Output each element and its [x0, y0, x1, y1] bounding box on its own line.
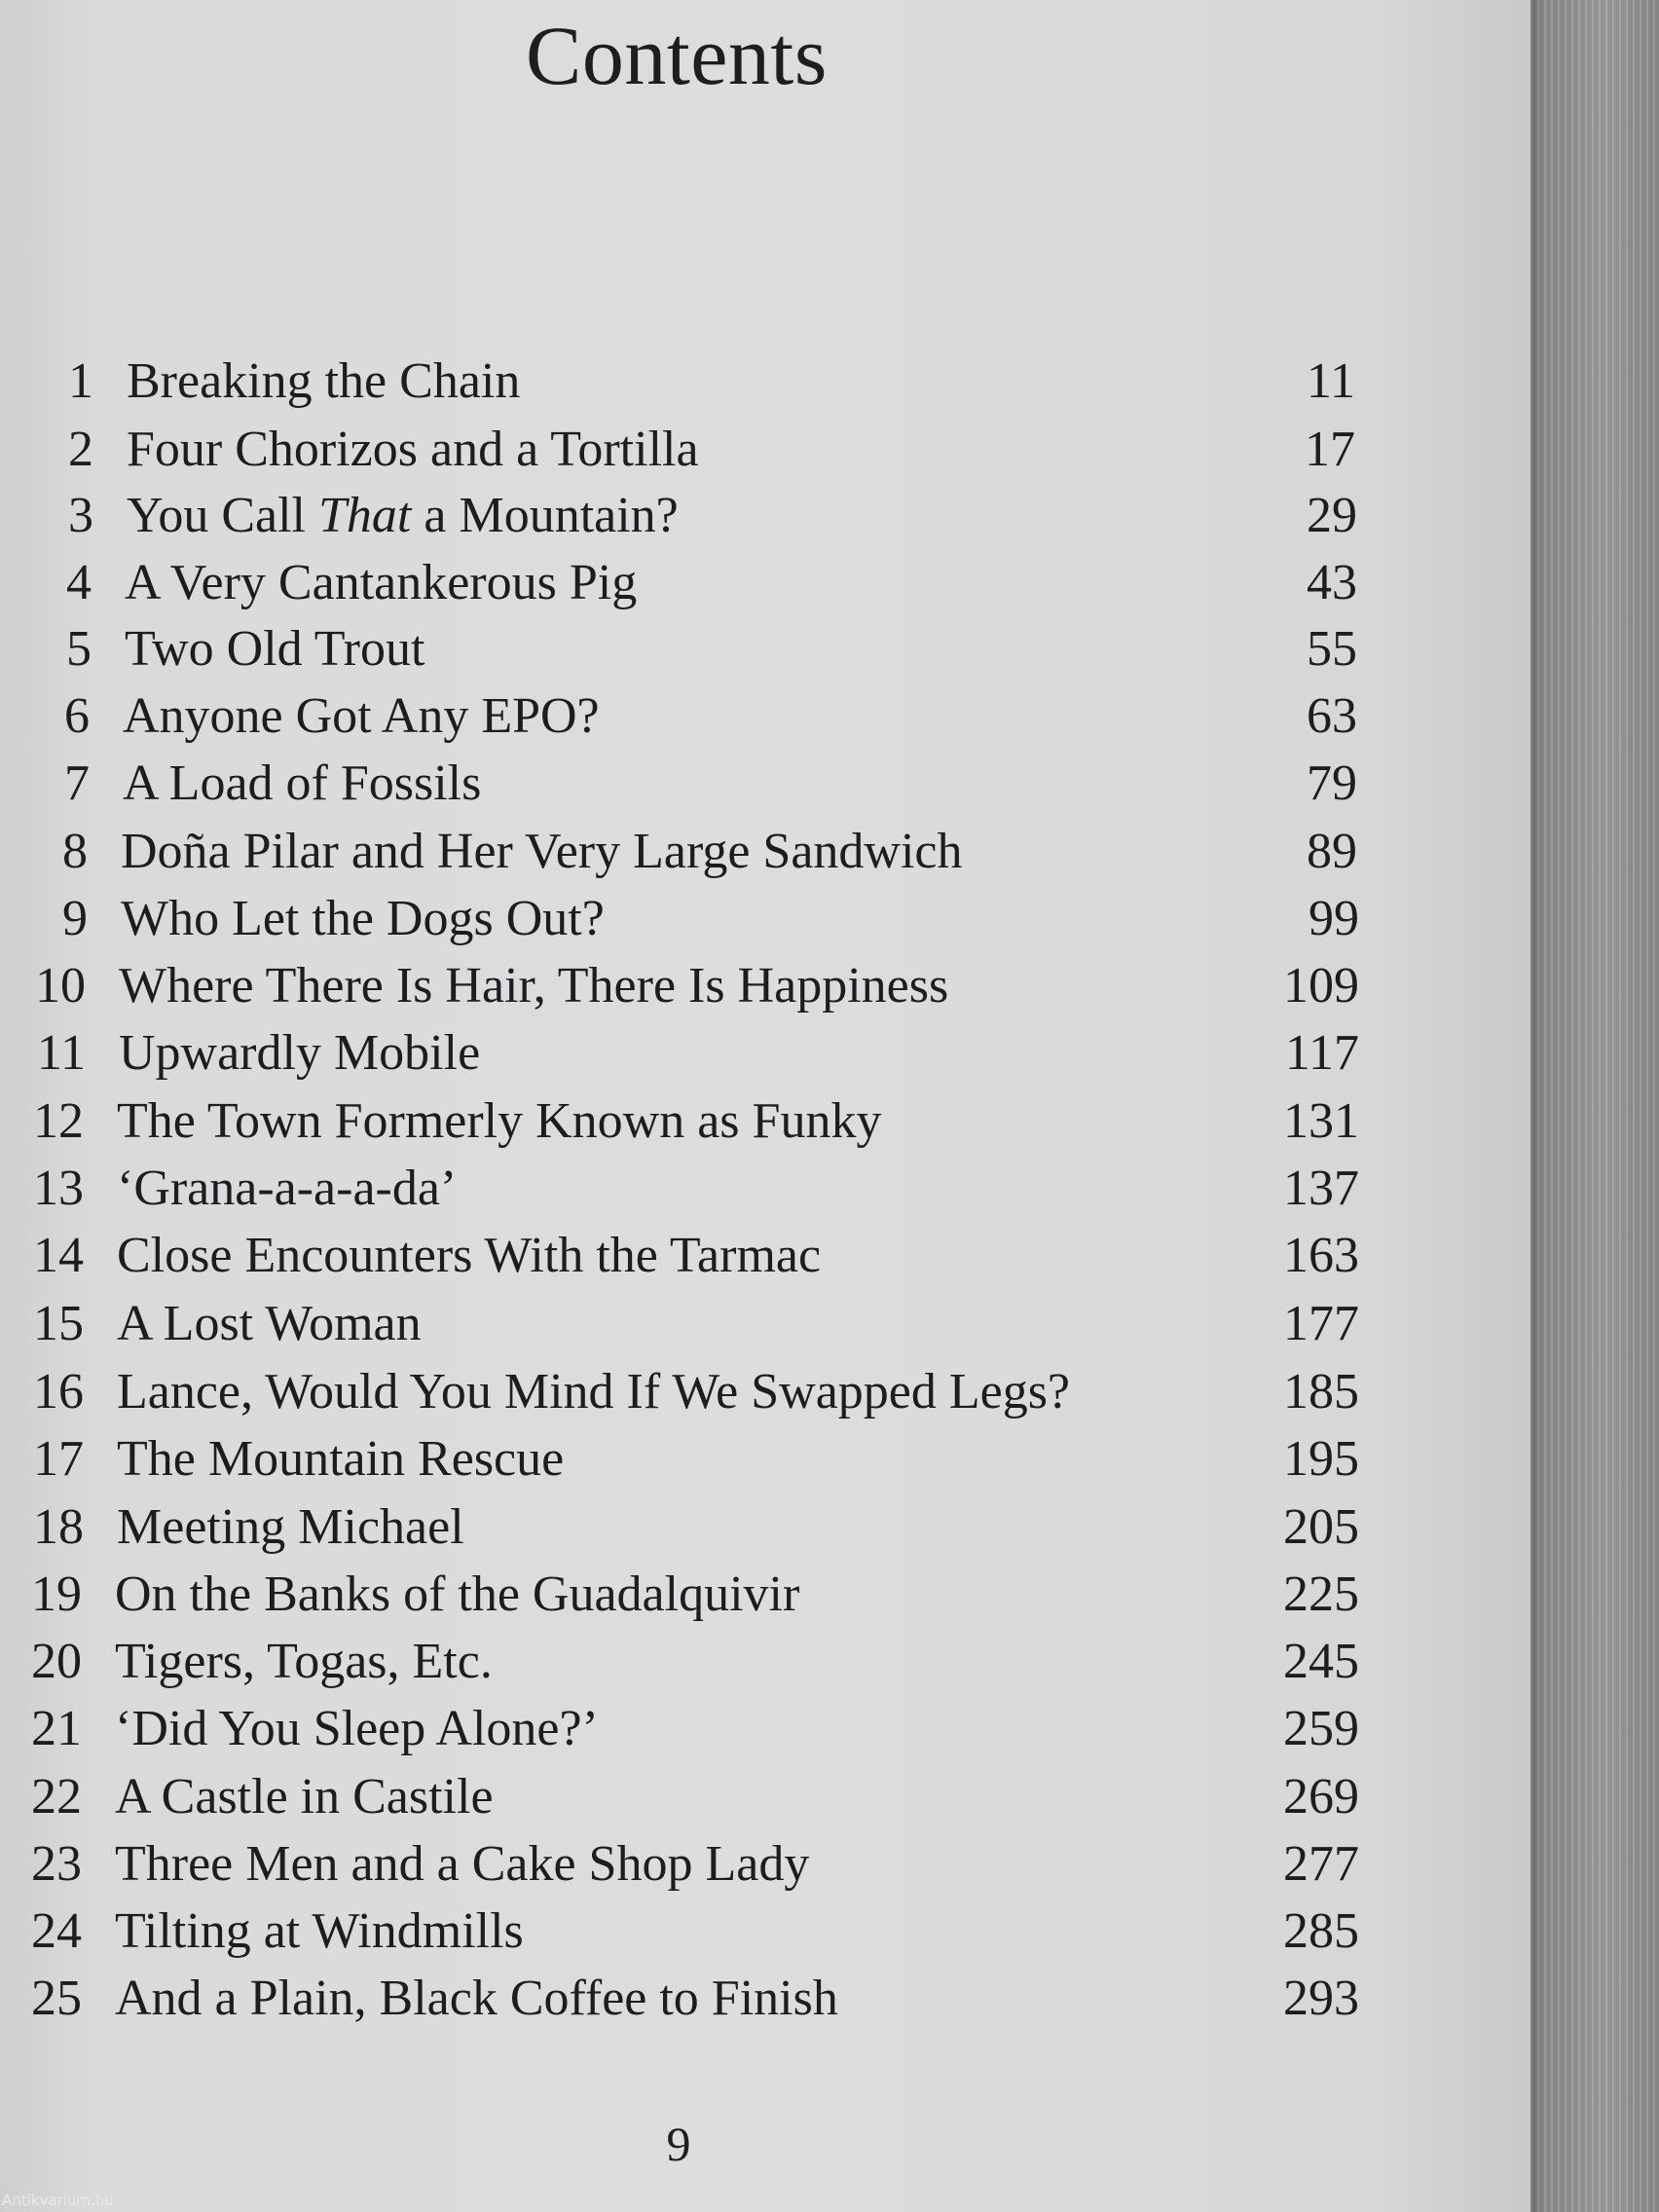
- chapter-title-italic: That: [318, 488, 412, 543]
- chapter-page-number: 205: [1283, 1499, 1359, 1555]
- chapter-title: ‘Did You Sleep Alone?’: [115, 1701, 599, 1756]
- chapter-title: Three Men and a Cake Shop Lady: [115, 1836, 810, 1892]
- chapter-title: Upwardly Mobile: [119, 1025, 481, 1081]
- chapter-number: 3: [68, 488, 93, 543]
- chapter-page-number: 17: [1305, 422, 1355, 477]
- chapter-number: 9: [62, 891, 88, 946]
- chapter-title: Tigers, Togas, Etc.: [115, 1634, 493, 1689]
- chapter-number: 2: [68, 422, 93, 477]
- toc-row: [4, 1363, 1359, 1421]
- chapter-number: 12: [33, 1093, 84, 1149]
- chapter-page-number: 277: [1283, 1836, 1359, 1892]
- toc-row: [6, 1024, 1359, 1083]
- chapter-page-number: 29: [1307, 488, 1357, 543]
- chapter-page-number: 63: [1307, 688, 1357, 744]
- chapter-title-part: You Call: [127, 488, 319, 543]
- chapter-number: 8: [62, 824, 88, 879]
- chapter-page-number: 55: [1307, 621, 1357, 677]
- contents-heading: Contents: [526, 9, 828, 102]
- chapter-title: A Castle in Castile: [115, 1769, 494, 1825]
- chapter-title: Where There Is Hair, There Is Happiness: [119, 958, 949, 1014]
- chapter-number: 11: [36, 1025, 86, 1081]
- toc-row: [12, 554, 1357, 612]
- toc-row: [8, 823, 1357, 881]
- chapter-page-number: 11: [1306, 353, 1355, 409]
- chapter-page-number: 195: [1283, 1431, 1359, 1487]
- toc-row: [4, 1092, 1359, 1151]
- toc-row: [4, 1160, 1359, 1218]
- chapter-number: 5: [66, 621, 92, 677]
- chapter-number: 18: [33, 1499, 84, 1555]
- chapter-number: 25: [31, 1971, 82, 2026]
- toc-row: [10, 687, 1357, 746]
- chapter-page-number: 89: [1307, 824, 1357, 879]
- chapter-title: Close Encounters With the Tarmac: [117, 1228, 822, 1283]
- chapter-title: [127, 487, 679, 545]
- chapter-title: Two Old Trout: [125, 621, 425, 677]
- chapter-number: 22: [31, 1769, 82, 1825]
- chapter-number: 23: [31, 1836, 82, 1892]
- toc-row: [4, 1227, 1359, 1285]
- toc-row: [4, 1498, 1359, 1557]
- chapter-title: And a Plain, Black Coffee to Finish: [115, 1971, 838, 2026]
- chapter-title: A Load of Fossils: [123, 756, 482, 811]
- toc-row: [8, 890, 1359, 948]
- toc-row: [14, 352, 1355, 411]
- chapter-number: 13: [33, 1161, 84, 1216]
- chapter-title: Breaking the Chain: [127, 353, 521, 409]
- chapter-title: Meeting Michael: [117, 1499, 464, 1555]
- toc-row: [2, 1700, 1359, 1758]
- chapter-title: The Town Formerly Known as Funky: [117, 1093, 882, 1149]
- chapter-title: Tilting at Windmills: [115, 1903, 524, 1959]
- chapter-number: 19: [31, 1567, 82, 1622]
- chapter-title: A Lost Woman: [117, 1296, 422, 1351]
- chapter-page-number: 43: [1307, 555, 1357, 610]
- chapter-number: 7: [64, 756, 90, 811]
- chapter-number: 10: [35, 958, 86, 1014]
- toc-row: [2, 1970, 1359, 2028]
- chapter-title: Four Chorizos and a Tortilla: [127, 422, 699, 477]
- chapter-number: 15: [33, 1296, 84, 1351]
- chapter-title: On the Banks of the Guadalquivir: [115, 1567, 800, 1622]
- page-edge-stack: [1530, 0, 1659, 2212]
- chapter-title: Lance, Would You Mind If We Swapped Legs?: [117, 1364, 1071, 1419]
- toc-row: [2, 1902, 1359, 1961]
- chapter-number: 16: [33, 1364, 84, 1419]
- chapter-number: 17: [33, 1431, 84, 1487]
- chapter-page-number: 163: [1283, 1228, 1359, 1283]
- chapter-page-number: 117: [1284, 1025, 1359, 1081]
- chapter-number: 14: [33, 1228, 84, 1283]
- chapter-title: ‘Grana-a-a-a-da’: [117, 1161, 458, 1216]
- chapter-title: Doña Pilar and Her Very Large Sandwich: [121, 824, 963, 879]
- chapter-page-number: 177: [1283, 1296, 1359, 1351]
- chapter-title-part: a Mountain?: [411, 488, 679, 543]
- chapter-page-number: 131: [1283, 1093, 1359, 1149]
- toc-row: [2, 1566, 1359, 1624]
- watermark-text: Antikvarium.hu: [2, 2192, 114, 2209]
- chapter-page-number: 269: [1283, 1769, 1359, 1825]
- toc-row: [4, 1295, 1359, 1353]
- chapter-title: Who Let the Dogs Out?: [121, 891, 605, 946]
- chapter-page-number: 245: [1283, 1634, 1359, 1689]
- chapter-number: 21: [31, 1701, 82, 1756]
- toc-row: [12, 620, 1357, 679]
- toc-row: [2, 1768, 1359, 1826]
- chapter-page-number: 99: [1309, 891, 1359, 946]
- toc-row: [14, 487, 1357, 545]
- chapter-number: 24: [31, 1903, 82, 1959]
- chapter-title: A Very Cantankerous Pig: [125, 555, 638, 610]
- chapter-title: The Mountain Rescue: [117, 1431, 565, 1487]
- chapter-page-number: 185: [1283, 1364, 1359, 1419]
- chapter-page-number: 293: [1283, 1971, 1359, 2026]
- chapter-title: Anyone Got Any EPO?: [123, 688, 600, 744]
- toc-row: [4, 1430, 1359, 1489]
- toc-row: [6, 957, 1359, 1015]
- chapter-page-number: 137: [1283, 1161, 1359, 1216]
- chapter-number: 20: [31, 1634, 82, 1689]
- chapter-page-number: 259: [1283, 1701, 1359, 1756]
- chapter-number: 4: [66, 555, 92, 610]
- toc-row: [2, 1633, 1359, 1691]
- chapter-number: 1: [68, 353, 93, 409]
- chapter-page-number: 79: [1307, 756, 1357, 811]
- chapter-number: 6: [64, 688, 90, 744]
- toc-row: [10, 755, 1357, 813]
- chapter-page-number: 225: [1283, 1567, 1359, 1622]
- toc-row: [14, 421, 1355, 479]
- page-number: 9: [666, 2117, 691, 2171]
- chapter-page-number: 109: [1283, 958, 1359, 1014]
- chapter-page-number: 285: [1283, 1903, 1359, 1959]
- toc-row: [2, 1835, 1359, 1894]
